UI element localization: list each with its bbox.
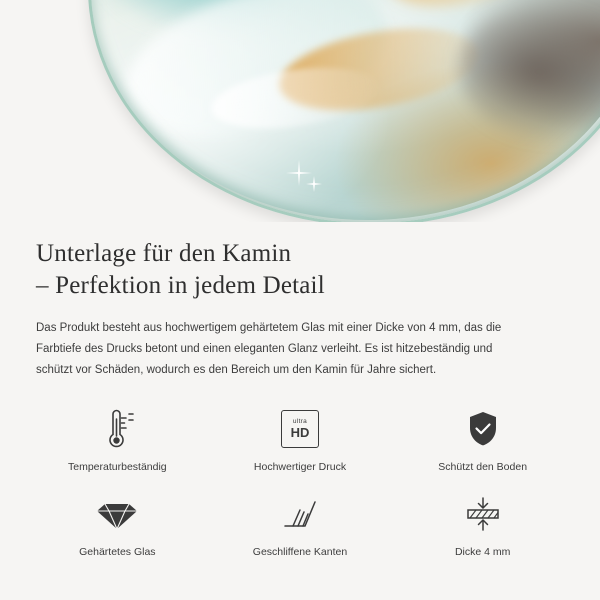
ultra-hd-icon bbox=[281, 407, 319, 451]
feature-item-temperature bbox=[26, 407, 209, 474]
thickness-icon bbox=[462, 492, 504, 536]
feature-item-thickness bbox=[391, 492, 574, 559]
shield-check-icon bbox=[463, 407, 503, 451]
feature-label: Gehärtetes Glas bbox=[79, 546, 156, 558]
polished-edges-icon bbox=[279, 492, 321, 536]
feature-grid bbox=[0, 407, 600, 559]
page-title-line-2: – Perfektion in jedem Detail bbox=[36, 272, 325, 299]
feature-label: Geschliffene Kanten bbox=[252, 546, 348, 558]
hero-product-image bbox=[0, 0, 600, 222]
feature-item-floor-protection bbox=[391, 407, 574, 474]
ink-streak-charcoal bbox=[449, 0, 600, 158]
feature-item-polished-edges bbox=[209, 492, 392, 559]
ultra-hd-badge-bottom: HD bbox=[290, 425, 310, 441]
thermometer-icon bbox=[97, 407, 137, 451]
feature-label: Temperaturbeständig bbox=[68, 461, 167, 473]
page-title-line-1: Unterlage für den Kamin bbox=[36, 240, 292, 267]
glass-plate-graphic bbox=[88, 0, 600, 220]
feature-label: Dicke 4 mm bbox=[454, 546, 511, 558]
feature-item-print-quality bbox=[209, 407, 392, 474]
feature-label: Hochwertiger Druck bbox=[253, 461, 347, 473]
product-description: Das Produkt besteht aus hochwertigem gehärtetem Glas mit einer Dicke von 4 mm, das die Farbtiefe des Drucks betont und einen eleganten Glanz verleiht. Es ist hitzebeständig und schützt vor Schäden, wodurch es den Bereich um den Kamin für Jahre sichert. bbox=[36, 322, 502, 376]
content-section bbox=[0, 222, 600, 559]
feature-label: Schützt den Boden bbox=[438, 461, 528, 473]
page-title bbox=[36, 238, 556, 302]
diamond-icon bbox=[95, 492, 139, 536]
feature-item-tempered-glass bbox=[26, 492, 209, 559]
ultra-hd-badge-top: ultra bbox=[292, 417, 308, 425]
